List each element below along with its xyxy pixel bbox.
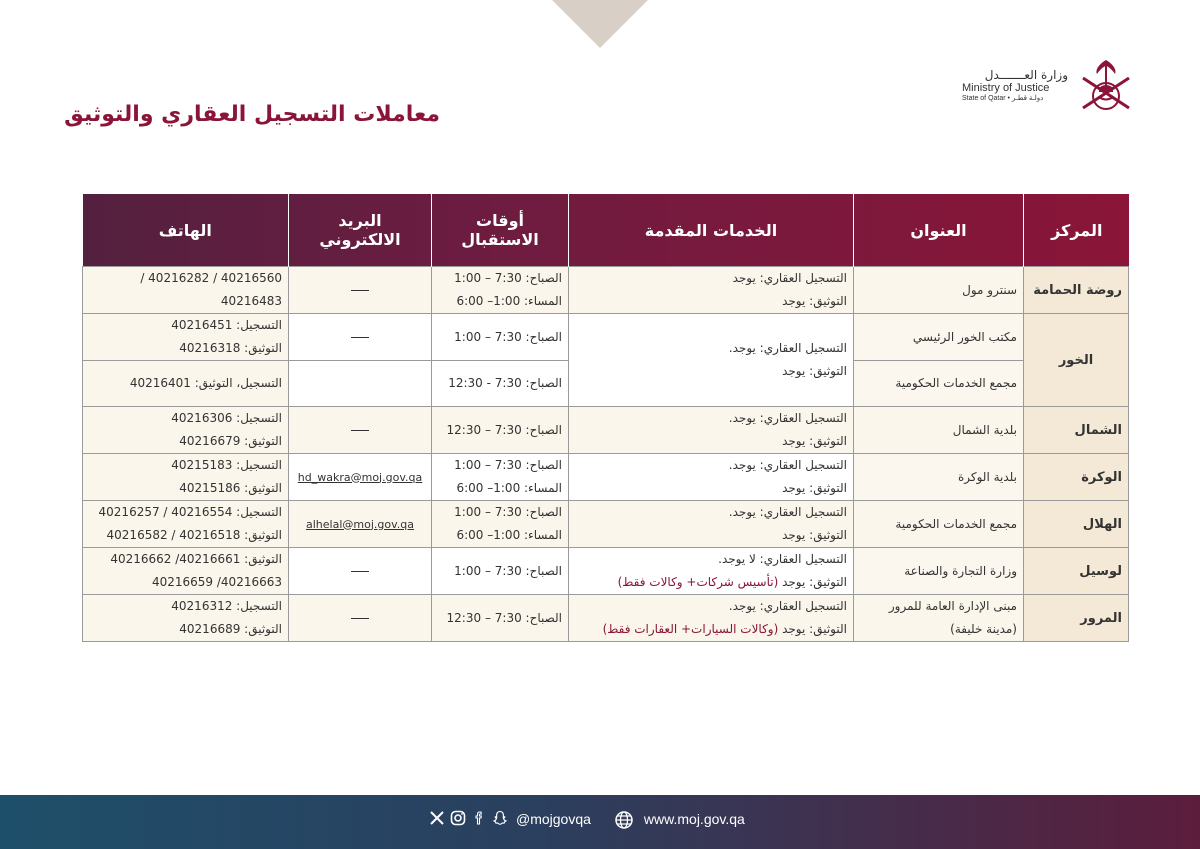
table-row [83, 548, 1129, 595]
hours-line: الصباح: 7:30 – 12:30 [446, 610, 562, 625]
table-header-row [83, 194, 1129, 267]
services [569, 454, 854, 501]
header-services: الخدمات المقدمة [569, 194, 854, 267]
email-link[interactable]: alhelal@moj.gov.qa [306, 517, 414, 531]
hours-line: المساء: 1:00– 6:00 [456, 294, 562, 308]
services [569, 407, 854, 454]
center-name: المرور [1024, 595, 1129, 642]
phone-line: التسجيل: 40215183 [171, 458, 282, 472]
hours-line: الصباح: 7:30 – 1:00 [454, 563, 562, 578]
center-name: الهلال [1024, 501, 1129, 548]
services [569, 501, 854, 548]
service-line [575, 571, 847, 594]
phone-line: التوثيق: 40216661/ 40216662 [110, 552, 282, 566]
phone-line: التسجيل: 40216451 [171, 318, 282, 332]
footer-bar [0, 795, 1200, 849]
phone-line: التسجيل، التوثيق: 40216401 [129, 376, 282, 390]
email-cell [289, 454, 432, 501]
phone-line: التسجيل: 40216312 [171, 599, 282, 613]
email-cell [289, 314, 432, 361]
address: بلدية الوكرة [854, 454, 1024, 501]
service-line: التسجيل العقاري: يوجد. [728, 341, 847, 355]
social-handle[interactable]: @mojgovqa [516, 811, 591, 827]
logo-english-name: Ministry of Justice [962, 82, 1050, 94]
branches-table [82, 194, 1129, 642]
empty-dash [351, 337, 369, 338]
hours-line: الصباح: 7:30 – 1:00 [454, 458, 562, 472]
address-line: مبنى الإدارة العامة للمرور [888, 599, 1017, 613]
hours-line: الصباح: 7:30 – 12:30 [446, 422, 562, 437]
header-center: المركز [1051, 220, 1103, 240]
center-name: الوكرة [1024, 454, 1129, 501]
phone-line: التسجيل: 40216306 [171, 411, 282, 425]
hours [432, 548, 569, 595]
service-line: التسجيل العقاري: يوجد [732, 271, 847, 285]
header-hours: أوقات الاستقبال [432, 194, 569, 267]
address: وزارة التجارة والصناعة [854, 548, 1024, 595]
top-chevron-decoration [552, 0, 648, 48]
service-line: التوثيق: يوجد [782, 294, 847, 308]
service-note: (تأسيس شركات+ وكالات فقط) [617, 575, 779, 589]
phone-line: التوثيق: 40216318 [179, 341, 282, 355]
address [854, 595, 1024, 642]
hours [432, 454, 569, 501]
service-line: التوثيق: يوجد [782, 364, 847, 378]
phone-line: 40216663/ 40216659 [151, 575, 282, 589]
footer-contact [428, 810, 745, 828]
service-note: (وكالات السيارات+ العقارات فقط) [602, 622, 779, 636]
header-address: العنوان [854, 194, 1024, 267]
phone-line: 40216483 [220, 294, 282, 308]
hours-line: الصباح: 7:30 – 1:00 [454, 329, 562, 344]
table-row [83, 314, 1129, 361]
hours [432, 501, 569, 548]
address: بلدية الشمال [854, 407, 1024, 454]
hours-line: المساء: 1:00– 6:00 [456, 528, 562, 542]
services [569, 548, 854, 595]
empty-dash [351, 571, 369, 572]
service-line-label: التوثيق: يوجد [782, 622, 847, 636]
header-phone: الهاتف [83, 194, 289, 267]
qatar-emblem-icon [1075, 52, 1137, 118]
center-name: الشمال [1024, 407, 1129, 454]
hours [432, 595, 569, 642]
services [569, 595, 854, 642]
email-cell [289, 595, 432, 642]
hours-line: الصباح: 7:30 – 1:00 [454, 271, 562, 285]
table-row [83, 267, 1129, 314]
email-cell [289, 548, 432, 595]
service-line [575, 618, 847, 641]
hours [432, 314, 569, 361]
service-line: التوثيق: يوجد [782, 528, 847, 542]
website-link[interactable]: www.moj.gov.qa [643, 811, 745, 827]
service-line-label: التوثيق: يوجد [782, 575, 847, 589]
center-name: لوسيل [1024, 548, 1129, 595]
service-line: التوثيق: يوجد [782, 434, 847, 448]
instagram-icon[interactable] [449, 810, 467, 828]
center-name: الخور [1024, 314, 1129, 407]
page-title: معاملات التسجيل العقاري والتوثيق [64, 102, 440, 127]
hours [432, 407, 569, 454]
empty-dash [351, 618, 369, 619]
phone [83, 501, 289, 548]
ministry-logo [962, 52, 1137, 118]
phone-line: التوثيق: 40216679 [179, 434, 282, 448]
service-line: التسجيل العقاري: يوجد. [728, 458, 847, 472]
email-link[interactable]: hd_wakra@moj.gov.qa [297, 470, 423, 484]
service-line: التسجيل العقاري: لا يوجد. [718, 552, 847, 566]
phone-line: التسجيل: 40216554 / 40216257 [98, 505, 282, 519]
phone-line: التوثيق: 40216689 [179, 622, 282, 636]
address: سنترو مول [854, 267, 1024, 314]
phone [83, 595, 289, 642]
hours-line: الصباح: 7:30 - 12:30 [448, 376, 562, 390]
x-icon[interactable] [428, 810, 446, 828]
phone-line: التوثيق: 40216518 / 40216582 [106, 528, 282, 542]
hours-line: المساء: 1:00– 6:00 [456, 481, 562, 495]
globe-icon [613, 810, 635, 828]
phone [83, 407, 289, 454]
table-row [83, 501, 1129, 548]
service-line: التسجيل العقاري: يوجد. [728, 599, 847, 613]
logo-state-label: State of Qatar • دولـة قطـر [962, 95, 1044, 102]
email-cell [289, 361, 432, 407]
address: مكتب الخور الرئيسي [854, 314, 1024, 361]
table-row [83, 454, 1129, 501]
phone [83, 267, 289, 314]
phone [83, 548, 289, 595]
address-line: (مدينة خليفة) [950, 622, 1017, 636]
phone [83, 454, 289, 501]
email-cell [289, 407, 432, 454]
services [569, 267, 854, 314]
phone-line: التوثيق: 40215186 [179, 481, 282, 495]
service-line: التوثيق: يوجد [782, 481, 847, 495]
services [569, 314, 854, 407]
logo-arabic-name: وزارة العـــــــدل [984, 68, 1068, 82]
empty-dash [351, 290, 369, 291]
email-cell [289, 267, 432, 314]
snapchat-icon[interactable] [491, 810, 509, 828]
hours-line: الصباح: 7:30 – 1:00 [454, 505, 562, 519]
table-row [83, 595, 1129, 642]
phone [83, 361, 289, 407]
hours [432, 267, 569, 314]
service-line: التسجيل العقاري: يوجد. [728, 411, 847, 425]
phone-line: 40216560 / 40216282 / [140, 271, 282, 285]
address: مجمع الخدمات الحكومية [854, 361, 1024, 407]
table-row [83, 407, 1129, 454]
header-email: البريد الالكتروني [289, 194, 432, 267]
email-cell [289, 501, 432, 548]
address: مجمع الخدمات الحكومية [854, 501, 1024, 548]
empty-dash [351, 430, 369, 431]
hours [432, 361, 569, 407]
service-line: التسجيل العقاري: يوجد. [728, 505, 847, 519]
center-name: روضة الحمامة [1024, 267, 1129, 314]
facebook-icon[interactable] [470, 810, 488, 828]
phone [83, 314, 289, 361]
